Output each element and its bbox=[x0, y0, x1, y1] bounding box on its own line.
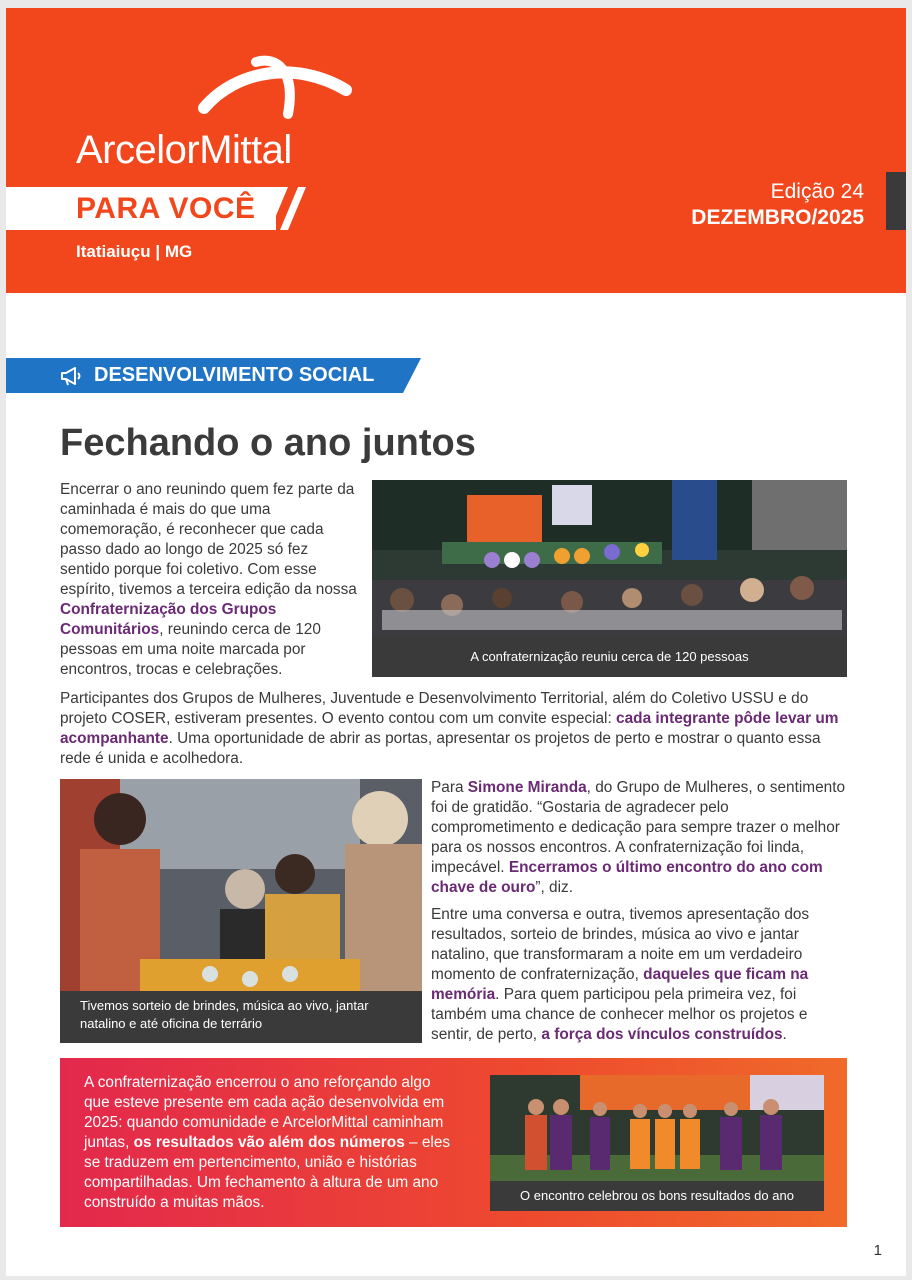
photo-team bbox=[490, 1075, 824, 1211]
photo-caption: O encontro celebrou os bons resultados do ano bbox=[490, 1181, 824, 1211]
highlight: cada integrante pôde levar um acompanhante bbox=[60, 710, 839, 747]
paragraph-quote: Para Simone Miranda, do Grupo de Mulheres, o sentimento foi de gratidão. “Gostaria de agradecer pelo comprometimento e dedicação para sempre trazer o melhor para os nossos encontros. A confraternização foi linda, impecável. Encerramos o último encontro do ano com chave de ouro”, diz. bbox=[431, 779, 846, 896]
paragraph-participants: Participantes dos Grupos de Mulheres, Juventude e Desenvolvimento Territorial, além do Coletivo USSU e do projeto COSER, estiveram presentes. O evento contou com um convite especial: cada integrante pôde levar um acompanhante. Uma oportunidade de abrir as portas, apresentar os projetos de perto e mostrar o quanto essa rede é unida e acolhedora. bbox=[60, 690, 839, 767]
arcelormittal-logo-icon bbox=[196, 50, 356, 130]
photo-caption: Tivemos sorteio de brindes, música ao vivo, jantar natalino e até oficina de terrário bbox=[60, 991, 422, 1043]
photo-event-hall bbox=[372, 480, 847, 677]
closing-text: A confraternização encerrou o ano reforçando algo que esteve presente em cada ação desenvolvida em 2025: quando comunidade e ArcelorMittal caminham juntas, os resultados vão além dos números – eles se traduzem em pertencimento, união e histórias compartilhadas. Um fechamento à altura de um ano construído a muitas mãos. bbox=[84, 1074, 451, 1211]
page-number: 1 bbox=[873, 1242, 882, 1259]
highlight: Confraternização dos Grupos Comunitários bbox=[60, 601, 277, 638]
highlight: a força dos vínculos construídos bbox=[541, 1026, 783, 1043]
brand-name: ArcelorMittal bbox=[76, 128, 292, 172]
edition-block bbox=[691, 180, 864, 230]
megaphone-icon bbox=[60, 366, 84, 386]
highlight: os resultados vão além dos números bbox=[133, 1134, 405, 1151]
header bbox=[6, 8, 906, 293]
closing-box bbox=[60, 1058, 847, 1227]
side-tab bbox=[886, 172, 906, 230]
paragraph-activities: Entre uma conversa e outra, tivemos apresentação dos resultados, sorteio de brindes, música ao vivo e jantar natalino, que transformaram a noite em um verdadeiro momento de confraternização, daqueles que ficam na memória. Para quem participou pela primeira vez, foi também uma chance de conhecer melhor os projetos e sentir, de perto, a força dos vínculos construídos. bbox=[431, 906, 810, 1043]
slash-decoration bbox=[258, 187, 318, 230]
highlight: Encerramos o último encontro do ano com chave de ouro bbox=[431, 859, 823, 896]
newsletter-page bbox=[6, 8, 906, 1276]
section-label: DESENVOLVIMENTO SOCIAL bbox=[94, 364, 375, 386]
edition-month: DEZEMBRO/2025 bbox=[691, 206, 864, 229]
photo-terrarium-workshop bbox=[60, 779, 422, 1043]
subtitle: PARA VOCÊ bbox=[76, 192, 256, 225]
highlight-name: Simone Miranda bbox=[467, 779, 587, 796]
section-banner bbox=[6, 358, 421, 393]
paragraph-intro: Encerrar o ano reunindo quem fez parte da caminhada é mais do que uma comemoração, é reconhecer que cada passo dado ao longo de 2025 só fez sentido porque foi coletivo. Com esse espírito, tivemos a terceira edição da nossa Confraternização dos Grupos Comunitários, reunindo cerca de 120 pessoas em uma noite marcada por encontros, trocas e celebrações. bbox=[60, 481, 357, 678]
edition: Edição 24 bbox=[770, 180, 864, 203]
highlight: daqueles que ficam na memória bbox=[431, 966, 809, 1003]
article-title: Fechando o ano juntos bbox=[60, 422, 476, 464]
photo-caption: A confraternização reuniu cerca de 120 pessoas bbox=[372, 637, 847, 677]
location: Itatiaiuçu | MG bbox=[76, 242, 193, 261]
